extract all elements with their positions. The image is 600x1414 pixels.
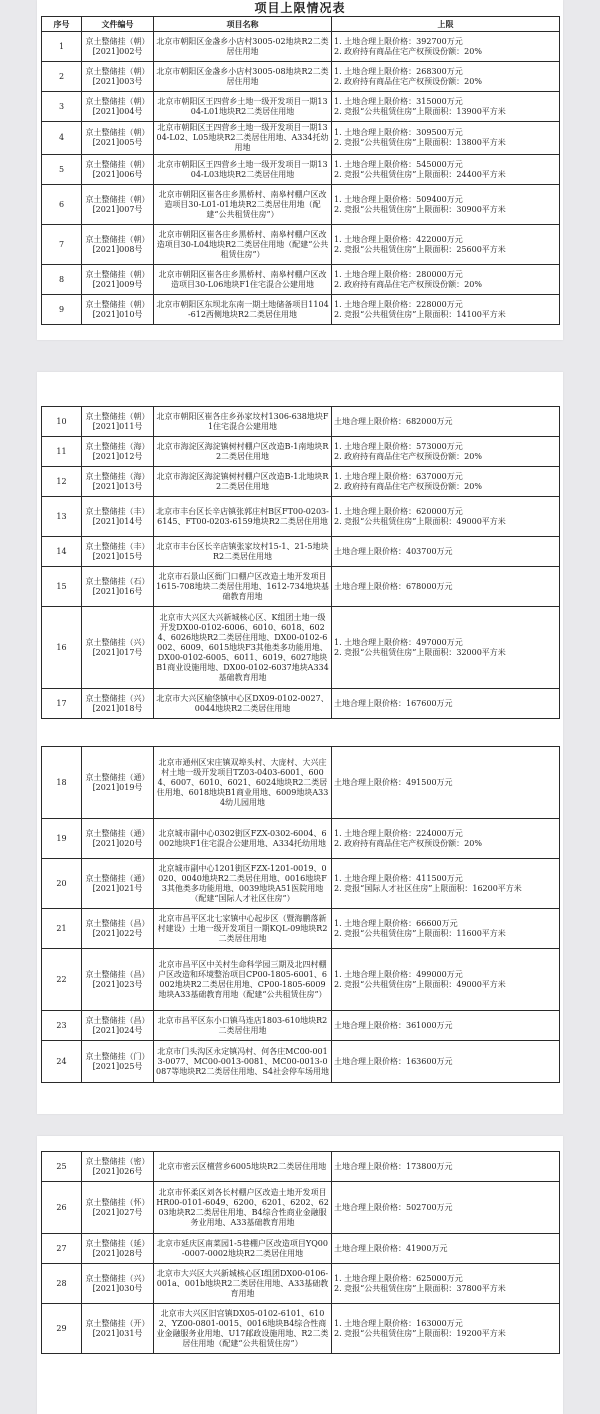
row-doc-number: 京土整储挂（朝）[2021]006号 <box>82 155 154 185</box>
row-seq: 7 <box>42 225 82 265</box>
table-row <box>42 1011 560 1041</box>
table-row <box>42 949 560 1011</box>
table-row <box>42 859 560 909</box>
row-project-name: 北京市朝阳区崔各庄乡黑桥村、南皋村棚户区改造项目30-L04地块R2二类居住用地（配建“公共租赁住房”） <box>154 225 332 265</box>
row-doc-number: 京土整储挂（通）[2021]020号 <box>82 819 154 859</box>
limit-line: 2. 竞报“国际人才社区住房”上限面积：16200平方米 <box>334 883 522 893</box>
row-limit <box>332 265 560 295</box>
row-seq: 28 <box>42 1264 82 1304</box>
row-seq: 15 <box>42 567 82 607</box>
row-project-name: 北京市通州区宋庄镇双埠头村、大庞村、大兴庄村土地一级开发项目TZ03-0403-6001、6004、6007、6010、6021、6024地块R2二类居住用地、6018地块B1商业用地、6009地块A334幼儿园用地 <box>154 747 332 819</box>
row-limit <box>332 1011 560 1041</box>
limit-line: 1. 土地合理上限价格：625000万元 <box>334 1273 463 1283</box>
table-row <box>42 122 560 155</box>
row-seq: 4 <box>42 122 82 155</box>
table-row <box>42 497 560 537</box>
row-project-name: 北京市朝阳区金盏乡小店村3005-08地块R2二类居住用地 <box>154 62 332 92</box>
row-limit <box>332 1234 560 1264</box>
header-limit: 上限 <box>332 17 560 32</box>
row-seq: 13 <box>42 497 82 537</box>
limit-line: 1. 土地合理上限价格：280000万元 <box>334 269 463 279</box>
table-row <box>42 689 560 719</box>
row-project-name: 北京市海淀区海淀镇树村棚户区改造B-1北地块R2二类居住用地 <box>154 467 332 497</box>
row-seq: 1 <box>42 32 82 62</box>
limit-line: 2. 竞报“公共租赁住房”上限面积：25600平方米 <box>334 244 506 254</box>
row-doc-number: 京土整储挂（通）[2021]019号 <box>82 747 154 819</box>
row-limit <box>332 62 560 92</box>
limit-line: 1. 土地合理上限价格：163000万元 <box>334 1318 463 1328</box>
limit-line: 2. 政府持有商品住宅产权预设份额：20% <box>334 76 482 86</box>
row-project-name: 北京市朝阳区东坝北东南一期土地储备项目1104-612西侧地块R2二类居住用地 <box>154 295 332 325</box>
table-row <box>42 185 560 225</box>
row-doc-number: 京土整储挂（朝）[2021]007号 <box>82 185 154 225</box>
limit-line: 1. 土地合理上限价格：573000万元 <box>334 441 463 451</box>
row-limit <box>332 225 560 265</box>
row-seq: 19 <box>42 819 82 859</box>
row-doc-number: 京土整储挂（兴）[2021]018号 <box>82 689 154 719</box>
row-doc-number: 京土整储挂（朝）[2021]003号 <box>82 62 154 92</box>
row-project-name: 北京市门头沟区永定镇冯村、何各庄MC00-0013-0077、MC00-0013-0081、MC00-0013-0087等地块R2二类居住用地、S4社会停车场用地 <box>154 1041 332 1083</box>
limit-line: 2. 政府持有商品住宅产权预设份额：20% <box>334 481 482 491</box>
row-seq: 10 <box>42 407 82 437</box>
limit-line: 2. 竞报“公共租赁住房”上限面积：30900平方米 <box>334 204 506 214</box>
row-seq: 20 <box>42 859 82 909</box>
limits-table-page-1 <box>41 16 560 325</box>
limit-line: 2. 竞报“公共租赁住房”上限面积：49000平方米 <box>334 516 506 526</box>
row-limit <box>332 949 560 1011</box>
row-seq: 2 <box>42 62 82 92</box>
row-doc-number: 京土整储挂（海）[2021]012号 <box>82 437 154 467</box>
row-limit <box>332 909 560 949</box>
table-row <box>42 407 560 437</box>
row-limit <box>332 437 560 467</box>
row-doc-number: 京土整储挂（昌）[2021]024号 <box>82 1011 154 1041</box>
table-row <box>42 909 560 949</box>
limit-line: 土地合理上限价格：173800万元 <box>334 1161 453 1171</box>
row-seq: 18 <box>42 747 82 819</box>
limit-line: 土地合理上限价格：41900万元 <box>334 1243 448 1253</box>
row-limit <box>332 155 560 185</box>
row-doc-number: 京土整储挂（朝）[2021]002号 <box>82 32 154 62</box>
limit-line: 2. 竞报“公共租赁住房”上限面积：11600平方米 <box>334 928 506 938</box>
row-seq: 29 <box>42 1304 82 1354</box>
row-project-name: 北京市朝阳区崔各庄乡黑桥村、南皋村棚户区改造项目30-L01-01地块R2二类居住用地（配建“公共租赁住房”） <box>154 185 332 225</box>
limit-line: 1. 土地合理上限价格：545000万元 <box>334 159 463 169</box>
row-limit <box>332 92 560 122</box>
row-project-name: 北京市朝阳区王四营乡土地一级开发项目一期1304-L01地块R2二类居住用地 <box>154 92 332 122</box>
table-row <box>42 1182 560 1234</box>
limit-line: 土地合理上限价格：403700万元 <box>334 546 453 556</box>
row-limit <box>332 1304 560 1354</box>
table-row <box>42 567 560 607</box>
limits-table-page-2b <box>41 746 560 1083</box>
row-project-name: 北京城市副中心0302街区FZX-0302-6004、6002地块F1住宅混合公建用地、A334托幼用地 <box>154 819 332 859</box>
row-seq: 17 <box>42 689 82 719</box>
row-seq: 25 <box>42 1152 82 1182</box>
row-project-name: 北京市朝阳区王四营乡土地一级开发项目一期1304-L02、L05地块R2二类居住用地、A334托幼用地 <box>154 122 332 155</box>
table-row <box>42 1264 560 1304</box>
limit-line: 1. 土地合理上限价格：509400万元 <box>334 194 463 204</box>
limit-line: 2. 政府持有商品住宅产权预设份额：20% <box>334 451 482 461</box>
row-seq: 16 <box>42 607 82 689</box>
limit-line: 1. 土地合理上限价格：315000万元 <box>334 96 463 106</box>
row-seq: 26 <box>42 1182 82 1234</box>
row-project-name: 北京市朝阳区崔各庄乡黑桥村、南皋村棚户区改造项目30-L06地块F1住宅混合公建用地 <box>154 265 332 295</box>
limits-table-page-2a <box>41 406 560 719</box>
row-project-name: 北京市朝阳区王四营乡土地一级开发项目一期1304-L03地块R2二类居住用地 <box>154 155 332 185</box>
limit-line: 1. 土地合理上限价格：411500万元 <box>334 873 463 883</box>
row-project-name: 北京市丰台区长辛店镇张郭庄村B区FT00-0203-6145、FT00-0203-6159地块R2二类居住用地 <box>154 497 332 537</box>
table-row <box>42 225 560 265</box>
row-limit <box>332 185 560 225</box>
row-seq: 23 <box>42 1011 82 1041</box>
row-doc-number: 京土整储挂（兴）[2021]030号 <box>82 1264 154 1304</box>
limit-line: 1. 土地合理上限价格：309500万元 <box>334 128 463 137</box>
row-project-name: 北京市昌平区北七家镇中心起步区（暨海鹏落新村建设）土地一级开发项目一期KQL-09地块R2二类居住用地 <box>154 909 332 949</box>
row-seq: 5 <box>42 155 82 185</box>
row-limit <box>332 407 560 437</box>
table-row <box>42 155 560 185</box>
row-limit <box>332 295 560 325</box>
row-doc-number: 京土整储挂（朝）[2021]008号 <box>82 225 154 265</box>
table-row <box>42 819 560 859</box>
row-doc-number: 京土整储挂（昌）[2021]022号 <box>82 909 154 949</box>
row-seq: 14 <box>42 537 82 567</box>
row-limit <box>332 607 560 689</box>
row-seq: 9 <box>42 295 82 325</box>
table-row <box>42 265 560 295</box>
row-limit <box>332 467 560 497</box>
row-doc-number: 京土整储挂（丰）[2021]015号 <box>82 537 154 567</box>
limit-line: 2. 竞报“公共租赁住房”上限面积：19200平方米 <box>334 1328 506 1338</box>
limit-line: 土地合理上限价格：682000万元 <box>334 416 453 426</box>
row-limit <box>332 1152 560 1182</box>
limit-line: 土地合理上限价格：502700万元 <box>334 1202 453 1212</box>
limit-line: 1. 土地合理上限价格：497000万元 <box>334 637 463 647</box>
limit-line: 2. 政府持有商品住宅产权预设份额：20% <box>334 279 482 289</box>
table-row <box>42 467 560 497</box>
row-limit <box>332 1182 560 1234</box>
row-project-name: 北京市怀柔区刘各长村棚户区改造土地开发项目HR00-0101-6049、6200、6201、6202、6203地块R2二类居住用地、B4综合性商业金融服务业用地、A33基础教育用地 <box>154 1182 332 1234</box>
limit-line: 土地合理上限价格：361000万元 <box>334 1020 453 1030</box>
row-doc-number: 京土整储挂（通）[2021]021号 <box>82 859 154 909</box>
row-limit <box>332 537 560 567</box>
limit-line: 2. 竞报“公共租赁住房”上限面积：14100平方米 <box>334 309 506 319</box>
row-project-name: 北京市海淀区海淀镇树村棚户区改造B-1南地块R2二类居住用地 <box>154 437 332 467</box>
row-doc-number: 京土整储挂（门）[2021]025号 <box>82 1041 154 1083</box>
row-doc-number: 京土整储挂（延）[2021]028号 <box>82 1234 154 1264</box>
limit-line: 土地合理上限价格：163600万元 <box>334 1056 453 1066</box>
row-limit <box>332 567 560 607</box>
limit-line: 1. 土地合理上限价格：637000万元 <box>334 471 463 481</box>
row-limit <box>332 859 560 909</box>
row-project-name: 北京城市副中心1201街区FZX-1201-0019、0020、0040地块R2二类居住用地、0016地块F3其他类多功能用地、0039地块A51医院用地（配建“国际人才社区住房”） <box>154 859 332 909</box>
row-project-name: 北京市大兴区大兴新城核心区I组团DX00-0106-001a、001b地块R2二类居住用地、A33基础教育用地 <box>154 1264 332 1304</box>
limit-line: 2. 政府持有商品住宅产权预设份额：20% <box>334 838 482 848</box>
limit-line: 土地合理上限价格：167600万元 <box>334 698 453 708</box>
row-doc-number: 京土整储挂（朝）[2021]005号 <box>82 122 154 155</box>
row-doc-number: 京土整储挂（朝）[2021]004号 <box>82 92 154 122</box>
limit-line: 1. 土地合理上限价格：228000万元 <box>334 299 463 309</box>
row-project-name: 北京市延庆区南菜园1-5巷棚户区改造项目YQ00-0007-0002地块R2二类居住用地 <box>154 1234 332 1264</box>
row-seq: 27 <box>42 1234 82 1264</box>
row-seq: 21 <box>42 909 82 949</box>
row-limit <box>332 122 560 155</box>
limit-line: 2. 竞报“公共租赁住房”上限面积：32000平方米 <box>334 647 506 657</box>
row-project-name: 北京市大兴区榆垡镇中心区DX09-0102-0027、0044地块R2二类居住用地 <box>154 689 332 719</box>
row-project-name: 北京市密云区檀营乡6005地块R2二类居住用地 <box>154 1152 332 1182</box>
row-doc-number: 京土整储挂（怀）[2021]027号 <box>82 1182 154 1234</box>
row-seq: 24 <box>42 1041 82 1083</box>
row-doc-number: 京土整储挂（石）[2021]016号 <box>82 567 154 607</box>
row-limit <box>332 689 560 719</box>
row-doc-number: 京土整储挂（昌）[2021]023号 <box>82 949 154 1011</box>
row-doc-number: 京土整储挂（兴）[2021]017号 <box>82 607 154 689</box>
row-limit <box>332 819 560 859</box>
table-row <box>42 295 560 325</box>
header-doc: 文件编号 <box>82 17 154 32</box>
limit-line: 2. 竞报“公共租赁住房”上限面积：13900平方米 <box>334 106 506 116</box>
row-seq: 6 <box>42 185 82 225</box>
row-seq: 22 <box>42 949 82 1011</box>
row-doc-number: 京土整储挂（丰）[2021]014号 <box>82 497 154 537</box>
row-project-name: 北京市朝阳区崔各庄乡孙家坟村1306-638地块F1住宅混合公建用地 <box>154 407 332 437</box>
row-doc-number: 京土整储挂（朝）[2021]009号 <box>82 265 154 295</box>
row-doc-number: 京土整储挂（密）[2021]026号 <box>82 1152 154 1182</box>
limit-line: 2. 竞报“公共租赁住房”上限面积：24400平方米 <box>334 169 506 179</box>
limit-line: 1. 土地合理上限价格：499000万元 <box>334 969 463 979</box>
row-limit <box>332 32 560 62</box>
row-seq: 8 <box>42 265 82 295</box>
limit-line: 1. 土地合理上限价格：620000万元 <box>334 506 463 516</box>
table-header-row <box>42 17 560 32</box>
limit-line: 土地合理上限价格：678000万元 <box>334 581 453 591</box>
row-seq: 11 <box>42 437 82 467</box>
limit-line: 2. 竞报“公共租赁住房”上限面积：37800平方米 <box>334 1283 506 1293</box>
row-project-name: 北京市石景山区衙门口棚户区改造土地开发项目1615-708地块二类居住用地、1612-734地块基础教育用地 <box>154 567 332 607</box>
row-limit <box>332 747 560 819</box>
limit-line: 2. 政府持有商品住宅产权预设份额：20% <box>334 46 482 56</box>
row-seq: 12 <box>42 467 82 497</box>
table-row <box>42 62 560 92</box>
table-row <box>42 607 560 689</box>
limit-line: 1. 土地合理上限价格：224000万元 <box>334 828 463 838</box>
limit-line: 1. 土地合理上限价格：66600万元 <box>334 918 458 928</box>
header-seq: 序号 <box>42 17 82 32</box>
table-row <box>42 92 560 122</box>
row-project-name: 北京市大兴区旧宫镇DX05-0102-6101、6102、YZ00-0801-0015、0016地块B4综合性商业金融服务业用地、U17邮政设施用地、R2二类居住用地（配建“公共租赁住房”） <box>154 1304 332 1354</box>
row-doc-number: 京土整储挂（朝）[2021]010号 <box>82 295 154 325</box>
table-row <box>42 1304 560 1354</box>
row-doc-number: 京土整储挂（开）[2021]031号 <box>82 1304 154 1354</box>
table-row <box>42 1152 560 1182</box>
limit-line: 2. 竞报“公共租赁住房”上限面积：13800平方米 <box>334 138 506 147</box>
limit-line: 1. 土地合理上限价格：268300万元 <box>334 66 463 76</box>
row-doc-number: 京土整储挂（海）[2021]013号 <box>82 467 154 497</box>
limits-table-page-3 <box>41 1151 560 1354</box>
row-seq: 3 <box>42 92 82 122</box>
limit-line: 2. 竞报“公共租赁住房”上限面积：49000平方米 <box>334 979 506 989</box>
limit-line: 1. 土地合理上限价格：392700万元 <box>334 36 463 46</box>
table-row <box>42 747 560 819</box>
row-project-name: 北京市昌平区中关村生命科学园三期及北四村棚户区改造和环境整治项目CP00-1805-6001、6002地块R2二类居住用地、CP00-1805-6009地块A33基础教育用地（配建“公共租赁住房”） <box>154 949 332 1011</box>
row-project-name: 北京市朝阳区金盏乡小店村3005-02地块R2二类居住用地 <box>154 32 332 62</box>
limit-line: 土地合理上限价格：491500万元 <box>334 777 453 787</box>
table-row <box>42 437 560 467</box>
limit-line: 1. 土地合理上限价格：422000万元 <box>334 234 463 244</box>
header-name: 项目名称 <box>154 17 332 32</box>
row-project-name: 北京市丰台区长辛店镇张家坟村15-1、21-5地块R2二类居住用地 <box>154 537 332 567</box>
row-project-name: 北京市昌平区东小口镇马连店1803-610地块R2二类居住用地 <box>154 1011 332 1041</box>
row-limit <box>332 497 560 537</box>
document-title: 项目上限情况表 <box>254 1 346 15</box>
row-doc-number: 京土整储挂（朝）[2021]011号 <box>82 407 154 437</box>
table-row <box>42 32 560 62</box>
table-row <box>42 1041 560 1083</box>
table-row <box>42 537 560 567</box>
table-row <box>42 1234 560 1264</box>
row-project-name: 北京市大兴区大兴新城核心区、K组团土地一级开发DX00-0102-6006、6010、6018、6024、6026地块R2二类居住用地、DX00-0102-6002、6009、6015地块F3其他类多功能用地、DX00-0102-6005、6011、6019、6027地块B1商业设施用地、DX00-0102-6037地块A334基础教育用地 <box>154 607 332 689</box>
row-limit <box>332 1041 560 1083</box>
row-limit <box>332 1264 560 1304</box>
